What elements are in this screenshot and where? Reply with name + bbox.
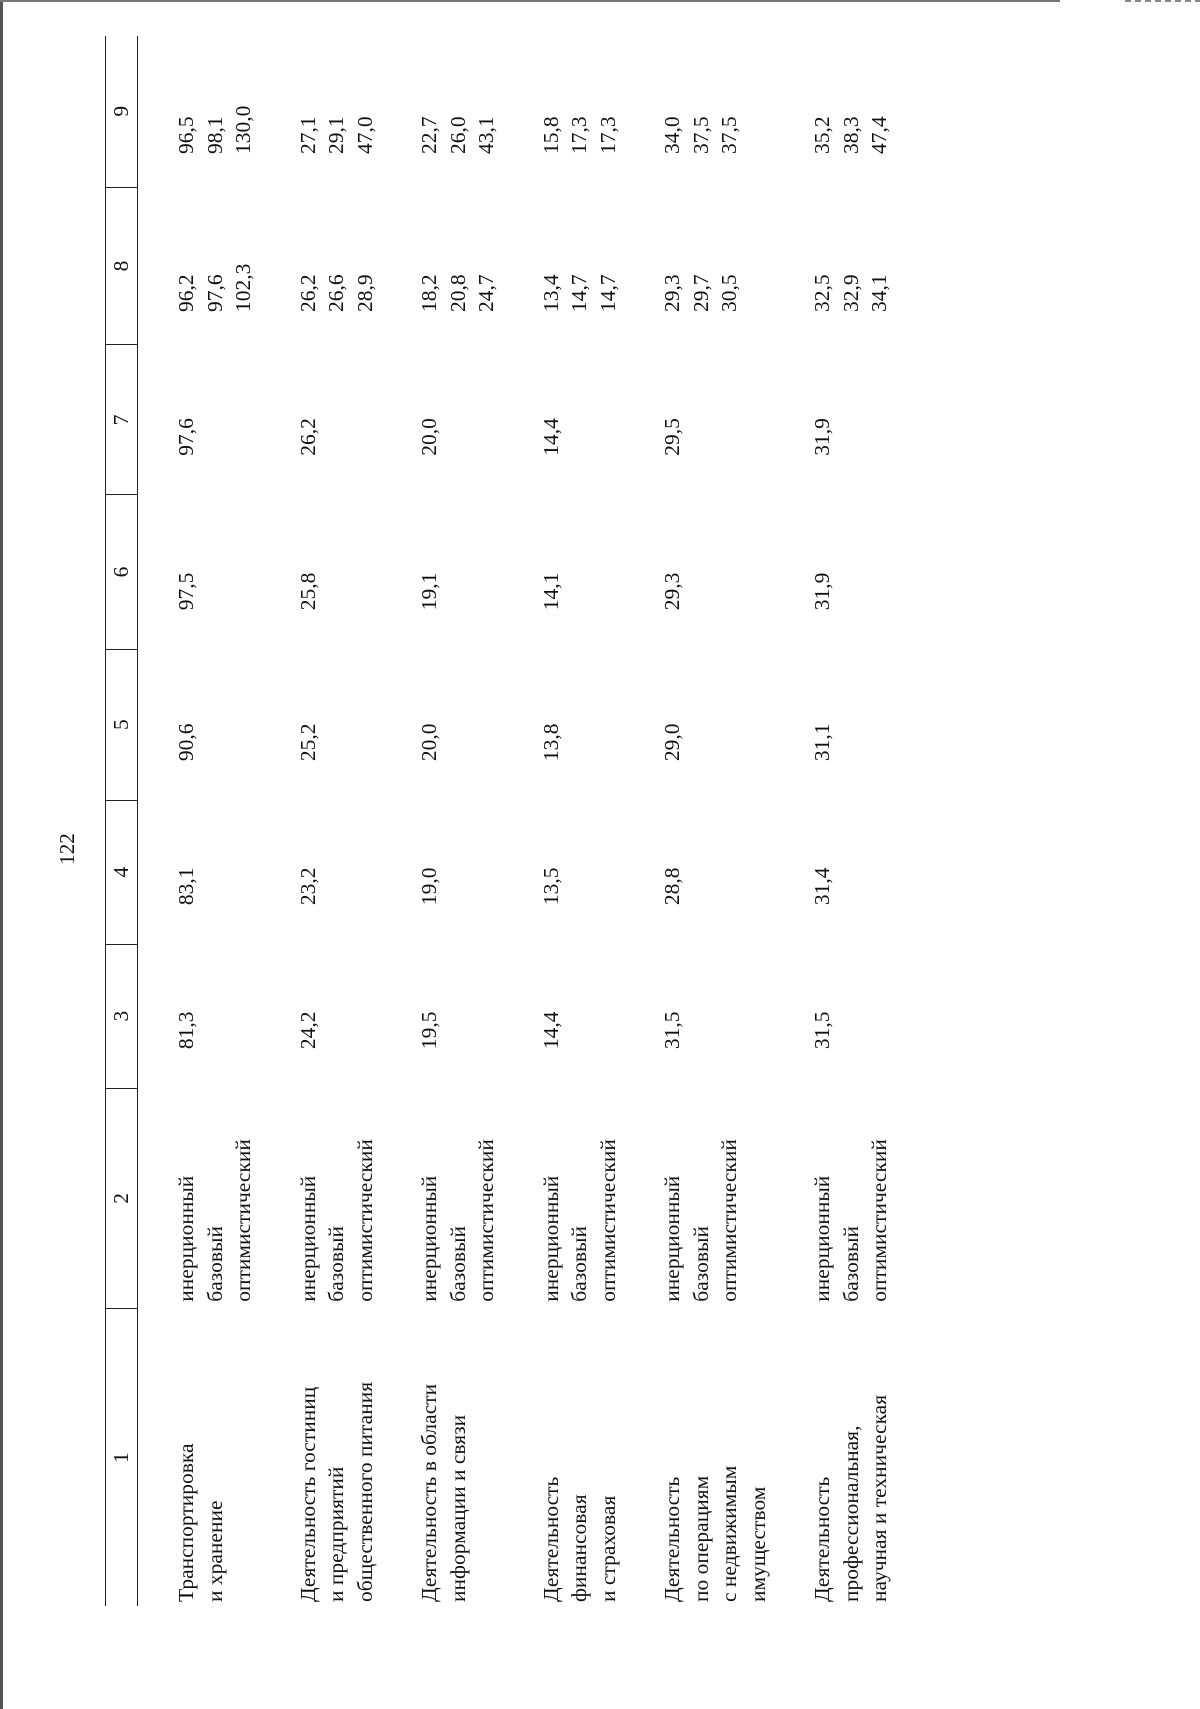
value-line: 47,4	[867, 116, 891, 155]
activity-line: Деятельность	[660, 1476, 684, 1602]
value-line: 26,2	[295, 274, 320, 312]
scenario-cell	[294, 1088, 416, 1309]
scenario-line: базовый	[838, 1226, 863, 1302]
value-cell-col8	[138, 187, 294, 345]
column-header-3: 3	[106, 944, 138, 1088]
value-cell-col5: 20,0	[417, 723, 441, 762]
value-cell-col8	[658, 187, 808, 345]
value-cell-col6: 97,5	[174, 572, 198, 611]
activity-line: Деятельность в области	[417, 1383, 441, 1602]
value-cell-col3: 14,4	[538, 1011, 563, 1050]
scenario-line: инерционный	[417, 1175, 441, 1302]
value-line: 28,9	[352, 274, 377, 312]
value-cell-col5: 25,2	[295, 723, 320, 762]
value-cell-col9	[294, 36, 416, 187]
table-body	[138, 36, 930, 1606]
value-line: 37,5	[688, 116, 713, 155]
scenario-line: инерционный	[810, 1175, 834, 1302]
activity-line: Деятельность	[538, 1476, 563, 1602]
value-cell-col9	[658, 36, 808, 187]
value-line: 37,5	[717, 116, 741, 155]
value-cell-col7: 31,9	[810, 418, 834, 456]
value-cell-col3: 24,2	[295, 1011, 320, 1050]
scenario-line: базовый	[202, 1226, 227, 1302]
value-cell-col5: 13,8	[538, 723, 563, 762]
activity-cell	[808, 1309, 930, 1606]
scenario-line: оптимистический	[867, 1139, 891, 1302]
scenario-cell	[808, 1088, 930, 1309]
scenario-cell	[138, 1088, 294, 1309]
value-line: 96,5	[174, 116, 198, 155]
scenario-line: инерционный	[295, 1175, 320, 1302]
table-row	[138, 36, 294, 1606]
value-cell-col6: 19,1	[417, 572, 441, 611]
value-line: 29,3	[660, 274, 684, 312]
value-line: 15,8	[538, 116, 563, 155]
value-line: 13,4	[538, 274, 563, 312]
table-row	[415, 36, 537, 1606]
value-cell-col4: 83,1	[174, 867, 198, 906]
value-line: 26,6	[324, 274, 348, 312]
scenario-line: оптимистический	[231, 1139, 255, 1302]
activity-line: и предприятий	[324, 1466, 348, 1602]
column-header-4: 4	[106, 800, 138, 944]
scenario-line: инерционный	[538, 1175, 563, 1302]
value-cell-col8	[537, 187, 659, 345]
scenario-line: базовый	[688, 1226, 713, 1302]
column-header-1: 1	[106, 1309, 138, 1606]
activity-line: информации и связи	[445, 1414, 470, 1602]
scenario-line: инерционный	[174, 1175, 198, 1302]
value-cell-col6: 31,9	[810, 572, 834, 611]
value-line: 43,1	[474, 116, 498, 155]
activity-line: по операциям	[688, 1475, 713, 1602]
page-number: 122	[55, 833, 79, 865]
value-cell-col4: 31,4	[810, 867, 834, 906]
activity-cell	[415, 1309, 537, 1606]
value-cell-col4: 13,5	[538, 867, 563, 906]
scenario-cell	[415, 1088, 537, 1309]
activity-line: Деятельность гостиниц	[295, 1386, 320, 1602]
value-cell-col9	[415, 36, 537, 187]
scenario-line: базовый	[324, 1226, 348, 1302]
value-line: 17,3	[567, 116, 591, 155]
value-line: 20,8	[445, 274, 470, 312]
scenario-line: оптимистический	[595, 1139, 620, 1302]
activity-cell	[138, 1309, 294, 1606]
value-line: 35,2	[810, 116, 834, 155]
value-line: 96,2	[174, 274, 198, 312]
scenario-cell	[537, 1088, 659, 1309]
scenario-cell	[658, 1088, 808, 1309]
value-line: 34,1	[867, 274, 891, 312]
value-cell-col3: 31,5	[660, 1011, 684, 1050]
value-cell-col3: 31,5	[810, 1011, 834, 1050]
header-row	[106, 36, 138, 1606]
activity-line: с недвижимым	[717, 1465, 741, 1602]
value-cell-col3: 81,3	[174, 1011, 198, 1050]
activity-line: Деятельность	[810, 1476, 834, 1602]
value-line: 29,7	[688, 274, 713, 312]
activity-line: и хранение	[202, 1500, 227, 1602]
value-line: 27,1	[295, 116, 320, 155]
activity-cell	[658, 1309, 808, 1606]
column-header-2: 2	[106, 1088, 138, 1309]
value-line: 26,0	[445, 116, 470, 155]
value-line: 32,9	[838, 274, 863, 312]
value-line: 29,1	[324, 116, 348, 155]
value-cell-col3: 19,5	[417, 1011, 441, 1050]
value-cell-col8	[294, 187, 416, 345]
scenario-line: базовый	[445, 1226, 470, 1302]
value-line: 18,2	[417, 274, 441, 312]
value-cell-col7: 26,2	[295, 418, 320, 456]
value-line: 34,0	[660, 116, 684, 155]
scenario-line: инерционный	[660, 1175, 684, 1302]
scenario-line: оптимистический	[474, 1139, 498, 1302]
value-line: 14,7	[595, 274, 620, 312]
value-line: 32,5	[810, 274, 834, 312]
column-header-9: 9	[106, 36, 138, 187]
activity-line: финансовая	[567, 1494, 591, 1602]
value-cell-col7: 14,4	[538, 418, 563, 456]
value-line: 14,7	[567, 274, 591, 312]
column-header-7: 7	[106, 345, 138, 495]
value-line: 30,5	[717, 274, 741, 312]
value-cell-col4: 23,2	[295, 867, 320, 906]
activity-line: имуществом	[745, 1486, 770, 1602]
activity-line: и страховая	[595, 1495, 620, 1602]
value-cell-col4: 28,8	[660, 867, 684, 906]
scenario-line: оптимистический	[352, 1139, 377, 1302]
column-header-5: 5	[106, 649, 138, 800]
activity-cell	[294, 1309, 416, 1606]
value-cell-col7: 29,5	[660, 418, 684, 456]
value-cell-col7: 20,0	[417, 418, 441, 456]
value-cell-col5: 29,0	[660, 723, 684, 762]
table-row	[808, 36, 930, 1606]
table-row	[294, 36, 416, 1606]
value-line: 98,1	[202, 116, 227, 155]
activity-line: профессиональная,	[838, 1425, 863, 1602]
activity-line: научная и техническая	[867, 1394, 891, 1602]
table-row	[658, 36, 808, 1606]
column-header-8: 8	[106, 187, 138, 345]
value-cell-col9	[808, 36, 930, 187]
value-cell-col5: 31,1	[810, 723, 834, 762]
activity-line: Транспортировка	[174, 1443, 198, 1602]
value-line: 38,3	[838, 116, 863, 155]
value-line: 130,0	[231, 105, 255, 155]
forecast-table	[105, 36, 930, 1606]
value-line: 22,7	[417, 116, 441, 155]
table-row	[537, 36, 659, 1606]
column-header-6: 6	[106, 495, 138, 649]
value-cell-col6: 14,1	[538, 572, 563, 611]
activity-line: общественного питания	[352, 1381, 377, 1602]
value-cell-col5: 90,6	[174, 723, 198, 762]
value-line: 97,6	[202, 274, 227, 312]
scenario-line: оптимистический	[717, 1139, 741, 1302]
value-line: 47,0	[352, 116, 377, 155]
value-cell-col4: 19,0	[417, 867, 441, 906]
value-cell-col9	[537, 36, 659, 187]
activity-cell	[537, 1309, 659, 1606]
table-header	[106, 36, 138, 1606]
value-cell-col8	[415, 187, 537, 345]
value-line: 24,7	[474, 274, 498, 312]
value-cell-col6: 25,8	[295, 572, 320, 611]
scenario-line: базовый	[567, 1226, 591, 1302]
value-cell-col7: 97,6	[174, 418, 198, 456]
value-line: 17,3	[595, 116, 620, 155]
value-line: 102,3	[231, 263, 255, 312]
value-cell-col9	[138, 36, 294, 187]
value-cell-col6: 29,3	[660, 572, 684, 611]
value-cell-col8	[808, 187, 930, 345]
